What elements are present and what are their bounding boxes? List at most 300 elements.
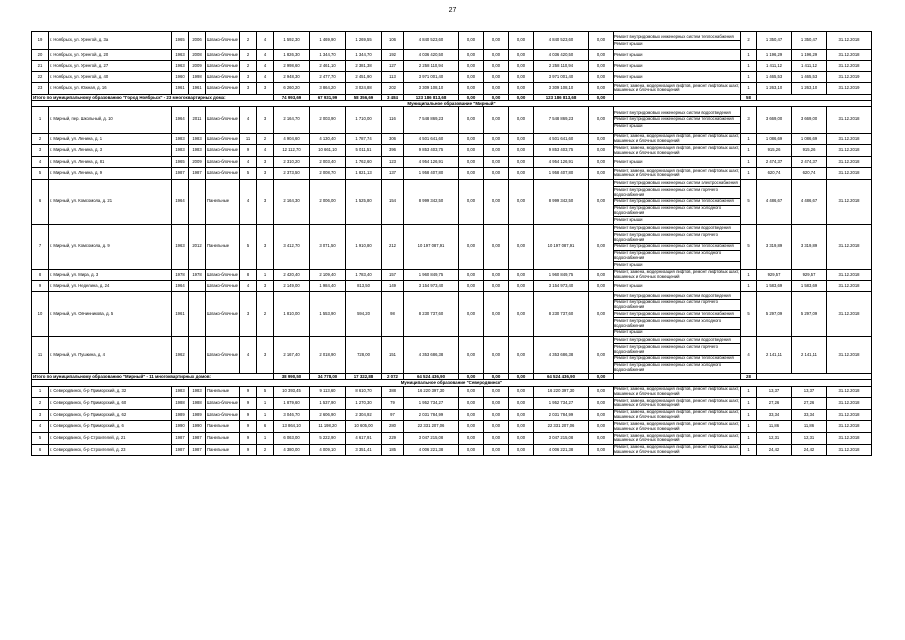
cell-y2 — [189, 281, 206, 292]
cell-y2: 1983 — [189, 386, 206, 398]
cell-z4: 0,00 — [589, 409, 614, 421]
work-item: Ремонт внутридомовых инженерных систем теплоснабжения — [614, 117, 740, 124]
cell-date: 31.12.2018 — [827, 409, 872, 421]
cell-en: 4 — [257, 72, 274, 83]
cell-mat: Шлако-блочные — [206, 337, 240, 374]
cell-a3: 1 910,80 — [346, 224, 382, 269]
cell-a1: 13 864,10 — [274, 421, 310, 433]
cell-z4: 0,00 — [589, 61, 614, 72]
total-a1: 74 993,69 — [274, 94, 310, 100]
cell-b2: 929,57 — [792, 269, 827, 281]
cell-a1: 2 948,30 — [274, 72, 310, 83]
cell-y2 — [189, 337, 206, 374]
cell-z1: 0,00 — [459, 168, 484, 180]
cell-z2: 0,00 — [484, 83, 509, 95]
works-cell — [614, 386, 741, 398]
cell-y2: 1983 — [189, 145, 206, 157]
cell-a3: 3 351,41 — [346, 444, 382, 456]
cell-res: 185 — [382, 444, 404, 456]
cell-a2: 2 006,00 — [310, 179, 346, 224]
cell-a1: 2 149,00 — [274, 281, 310, 292]
cell-addr: г. Северодвинск, б-р Приморский, д. 60 — [49, 398, 172, 410]
total-a3: 17 322,88 — [346, 374, 382, 380]
cell-a2: 2 477,70 — [310, 72, 346, 83]
cell-a3: 1 525,80 — [346, 179, 382, 224]
works-cell — [614, 32, 741, 50]
cell-addr: г. Мирный, ул. Комсомола, д. 9 — [49, 224, 172, 269]
cell-mat: Шлако-блочные — [206, 32, 240, 50]
cell-date: 31.12.2018 — [827, 133, 872, 145]
cell-b1: 915,26 — [757, 145, 792, 157]
cell-cost: 2 031 784,99 — [404, 409, 459, 421]
table-row — [32, 50, 872, 61]
cell-n: 5 — [32, 168, 49, 180]
work-item: Ремонт внутридомовых инженерных систем холодного водоснабжения — [614, 362, 722, 373]
work-item: Ремонт, замена, модернизация лифтов, ремонт лифтовых шахт, машинных и блочных помещений — [614, 386, 740, 396]
cell-a2: 2 461,10 — [310, 61, 346, 72]
cell-n: 7 — [32, 224, 49, 269]
cell-date: 31.12.2018 — [827, 444, 872, 456]
table-row — [32, 386, 872, 398]
cell-z3: 0,00 — [509, 157, 534, 168]
cell-own: 4 006 221,38 — [534, 444, 589, 456]
total-a1: 38 990,50 — [274, 374, 310, 380]
cell-z2: 0,00 — [484, 61, 509, 72]
table-row — [32, 83, 872, 95]
cell-z3: 0,00 — [509, 50, 534, 61]
cell-fl: 9 — [240, 409, 257, 421]
cell-z1: 0,00 — [459, 224, 484, 269]
cell-y1: 1960 — [172, 72, 189, 83]
works-cell — [614, 269, 741, 281]
cell-addr: г. Мирный, пер. Школьный, д. 10 — [49, 106, 172, 133]
table-row — [32, 421, 872, 433]
section-title: Муниципальное образование "Северодвинск" — [32, 380, 872, 386]
cell-addr: г. Северодвинск, б-р Приморский, д. 6 — [49, 421, 172, 433]
cell-cnt: 1 — [741, 61, 757, 72]
cell-y1: 1987 — [172, 168, 189, 180]
cell-y1: 1965 — [172, 157, 189, 168]
cell-z2: 0,00 — [484, 337, 509, 374]
cell-date: 31.12.2019 — [827, 72, 872, 83]
cell-fl: 5 — [240, 224, 257, 269]
cell-y2: 2006 — [189, 32, 206, 50]
cell-addr: г. Северодвинск, б-р Строителей, д. 21 — [49, 433, 172, 445]
works-cell — [614, 281, 741, 292]
cell-z3: 0,00 — [509, 292, 534, 337]
work-item: Ремонт внутридомовых инженерных систем горячего водоснабжения — [614, 300, 740, 312]
work-item: Ремонт крыши — [614, 73, 643, 79]
cell-date: 31.12.2018 — [827, 421, 872, 433]
cell-mat: Панельные — [206, 386, 240, 398]
cell-y1: 1983 — [172, 386, 189, 398]
work-item: Ремонт, замена, модернизация лифтов, ремонт лифтовых шахт, машинных и блочных помещений — [614, 420, 740, 431]
cell-z3: 0,00 — [509, 269, 534, 281]
cell-z1: 0,00 — [459, 269, 484, 281]
total-own: 123 186 813,68 — [534, 94, 589, 100]
cell-addr: г. Мирный, ул. Ленина, д. 9 — [49, 168, 172, 180]
table-row — [32, 157, 872, 168]
cell-z1: 0,00 — [459, 386, 484, 398]
cell-cnt: 1 — [741, 133, 757, 145]
cell-z4: 0,00 — [589, 421, 614, 433]
total-z3: 0,00 — [509, 94, 534, 100]
cell-cost: 9 853 403,75 — [404, 145, 459, 157]
cell-z1: 0,00 — [459, 50, 484, 61]
cell-res: 280 — [382, 421, 404, 433]
cell-y1: 1962 — [172, 337, 189, 374]
cell-a3: 5 011,51 — [346, 145, 382, 157]
total-cnt: 28 — [741, 374, 757, 380]
cell-date: 31.12.2018 — [827, 398, 872, 410]
cell-a3: 2 381,38 — [346, 61, 382, 72]
cell-cost: 3 154 973,40 — [404, 281, 459, 292]
cell-en: 1 — [257, 398, 274, 410]
cell-z3: 0,00 — [509, 224, 534, 269]
work-item: Ремонт крыши — [614, 261, 643, 267]
total-a2: 67 931,99 — [310, 94, 346, 100]
cell-a2: 5 222,90 — [310, 433, 346, 445]
cell-own: 3 047 215,08 — [534, 433, 589, 445]
cell-y2: 1983 — [189, 133, 206, 145]
cell-y2: 1989 — [189, 409, 206, 421]
cell-a3: 1 270,30 — [346, 398, 382, 410]
cell-cost: 4 840 523,60 — [404, 32, 459, 50]
cell-addr: г. Мирный, ул. Ленина, д. 81 — [49, 157, 172, 168]
cell-z2: 0,00 — [484, 106, 509, 133]
cell-y2: 1987 — [189, 444, 206, 456]
cell-b2: 620,74 — [792, 168, 827, 180]
cell-fl: 8 — [240, 269, 257, 281]
cell-date: 31.12.2018 — [827, 61, 872, 72]
cell-y2: 2009 — [189, 61, 206, 72]
works-cell — [614, 50, 741, 61]
cell-n: 3 — [32, 409, 49, 421]
table-row — [32, 269, 872, 281]
cell-a2: 4 130,40 — [310, 133, 346, 145]
cell-en: 3 — [257, 224, 274, 269]
cell-z3: 0,00 — [509, 337, 534, 374]
cell-cnt: 1 — [741, 386, 757, 398]
work-item: Ремонт внутридомовых инженерных систем электроснабжения — [614, 180, 740, 187]
cell-addr: г. Ноябрьск, ул. Южная, д. 16 — [49, 83, 172, 95]
cell-own: 4 036 420,50 — [534, 50, 589, 61]
cell-en: 4 — [257, 145, 274, 157]
work-item: Ремонт крыши — [614, 158, 643, 164]
cell-cost: 3 971 001,40 — [404, 72, 459, 83]
cell-z3: 0,00 — [509, 168, 534, 180]
cell-fl: 2 — [240, 50, 257, 61]
cell-en: 4 — [257, 32, 274, 50]
work-item: Ремонт внутридомовых инженерных систем горячего водоснабжения — [614, 344, 740, 356]
cell-a2: 1 553,90 — [310, 292, 346, 337]
cell-cost: 16 220 397,30 — [404, 386, 459, 398]
cell-fl: 3 — [240, 83, 257, 95]
cell-a3: 728,00 — [346, 337, 382, 374]
work-item: Ремонт крыши — [614, 51, 643, 57]
cell-addr: г. Ноябрьск, ул. Уренгой, д. 3а — [49, 32, 172, 50]
cell-cost: 4 954 126,91 — [404, 157, 459, 168]
cell-en: 2 — [257, 444, 274, 456]
work-item: Ремонт крыши — [614, 123, 643, 129]
cell-a3: 1 344,70 — [346, 50, 382, 61]
cell-y1: 1988 — [172, 398, 189, 410]
cell-y2: 1998 — [189, 72, 206, 83]
cell-z1: 0,00 — [459, 444, 484, 456]
cell-date: 31.12.2018 — [827, 179, 872, 224]
cell-cost: 1 960 849,75 — [404, 269, 459, 281]
cell-a1: 4 904,60 — [274, 133, 310, 145]
cell-addr: г. Северодвинск, б-р Строителей, д. 23 — [49, 444, 172, 456]
cell-a3: 2 304,92 — [346, 409, 382, 421]
work-item: Ремонт, замена, модернизация лифтов, ремонт лифтовых шахт, машинных и блочных помещений — [614, 144, 740, 155]
cell-own: 4 954 126,91 — [534, 157, 589, 168]
cell-mat: Шлако-блочные — [206, 133, 240, 145]
total-a2: 34 778,00 — [310, 374, 346, 380]
cell-own: 10 197 087,91 — [534, 224, 589, 269]
cell-b1: 3 669,00 — [757, 106, 792, 133]
cell-date: 31.12.2018 — [827, 281, 872, 292]
cell-z2: 0,00 — [484, 433, 509, 445]
cell-own: 3 971 001,40 — [534, 72, 589, 83]
cell-res: 396 — [382, 145, 404, 157]
cell-date: 31.12.2018 — [827, 292, 872, 337]
cell-fl: 2 — [240, 61, 257, 72]
works-cell — [614, 83, 741, 95]
cell-cnt: 1 — [741, 269, 757, 281]
cell-z1: 0,00 — [459, 106, 484, 133]
cell-a2: 2 008,70 — [310, 168, 346, 180]
cell-b1: 1 583,69 — [757, 281, 792, 292]
cell-z1: 0,00 — [459, 32, 484, 50]
cell-a1: 2 167,40 — [274, 337, 310, 374]
cell-mat: Панельные — [206, 224, 240, 269]
cell-b1: 2 474,37 — [757, 157, 792, 168]
cell-z1: 0,00 — [459, 292, 484, 337]
cell-fl: 9 — [240, 421, 257, 433]
cell-cnt: 1 — [741, 421, 757, 433]
cell-fl: 3 — [240, 72, 257, 83]
cell-z3: 0,00 — [509, 106, 534, 133]
works-cell — [614, 444, 741, 456]
cell-b1: 1 411,12 — [757, 61, 792, 72]
cell-b1: 33,34 — [757, 409, 792, 421]
cell-cnt: 1 — [741, 281, 757, 292]
cell-en: 1 — [257, 433, 274, 445]
cell-y1: 1964 — [172, 179, 189, 224]
cell-own: 7 548 869,23 — [534, 106, 589, 133]
cell-y2: 1961 — [189, 83, 206, 95]
cell-cost: 8 999 342,50 — [404, 179, 459, 224]
cell-own: 1 960 849,75 — [534, 269, 589, 281]
cell-cost: 3 047 215,08 — [404, 433, 459, 445]
cell-b1: 24,42 — [757, 444, 792, 456]
cell-res: 137 — [382, 168, 404, 180]
cell-n: 2 — [32, 133, 49, 145]
cell-n: 22 — [32, 72, 49, 83]
cell-b1: 1 465,53 — [757, 72, 792, 83]
cell-a1: 2 164,70 — [274, 106, 310, 133]
cell-z3: 0,00 — [509, 421, 534, 433]
cell-b2: 5 297,09 — [792, 292, 827, 337]
cell-fl: 4 — [240, 157, 257, 168]
cell-y2: 2011 — [189, 106, 206, 133]
cell-y2: 2012 — [189, 224, 206, 269]
cell-a2: 2 003,40 — [310, 157, 346, 168]
cell-cnt: 1 — [741, 168, 757, 180]
cell-z4: 0,00 — [589, 269, 614, 281]
cell-b2: 33,34 — [792, 409, 827, 421]
cell-mat: Шлако-блочные — [206, 409, 240, 421]
cell-y2: 1987 — [189, 168, 206, 180]
cell-a3: 1 787,74 — [346, 133, 382, 145]
cell-en: 3 — [257, 83, 274, 95]
cell-cost: 3 309 108,10 — [404, 83, 459, 95]
cell-z4: 0,00 — [589, 72, 614, 83]
cell-addr: г. Ноябрьск, ул. Уренгой, д. 20 — [49, 50, 172, 61]
cell-date: 31.12.2018 — [827, 337, 872, 374]
cell-z1: 0,00 — [459, 409, 484, 421]
table-row — [32, 224, 872, 269]
table-row — [32, 444, 872, 456]
cell-a1: 2 373,50 — [274, 168, 310, 180]
cell-cnt: 4 — [741, 337, 757, 374]
cell-mat: Панельные — [206, 179, 240, 224]
cell-z1: 0,00 — [459, 337, 484, 374]
cell-en: 3 — [257, 179, 274, 224]
cell-y2: 1988 — [189, 398, 206, 410]
work-item: Ремонт внутридомовых инженерных систем водоотведения — [614, 225, 740, 232]
cell-b1: 27,26 — [757, 398, 792, 410]
cell-cost: 4 353 686,38 — [404, 337, 459, 374]
cell-fl: 9 — [240, 386, 257, 398]
works-cell — [614, 145, 741, 157]
cell-a2: 1 344,70 — [310, 50, 346, 61]
cell-mat: Шлако-блочные — [206, 145, 240, 157]
total-res: 3 484 — [382, 94, 404, 100]
total-z2: 0,00 — [484, 374, 509, 380]
cell-b1: 3 319,89 — [757, 224, 792, 269]
works-cell — [614, 409, 741, 421]
work-item: Ремонт крыши — [614, 282, 643, 288]
cell-fl: 4 — [240, 281, 257, 292]
page-number: 27 — [448, 7, 457, 14]
cell-own: 2 031 784,99 — [534, 409, 589, 421]
total-cost: 123 186 813,68 — [404, 94, 459, 100]
cell-addr: г. Ноябрьск, ул. Уренгой, д. 27 — [49, 61, 172, 72]
work-item: Ремонт, замена, модернизация лифтов, ремонт лифтовых шахт, машинных и блочных помещений — [614, 167, 740, 178]
cell-z1: 0,00 — [459, 398, 484, 410]
work-item: Ремонт крыши — [614, 216, 643, 222]
table-row — [32, 145, 872, 157]
cell-z3: 0,00 — [509, 433, 534, 445]
cell-n: 5 — [32, 433, 49, 445]
cell-date: 31.12.2018 — [827, 168, 872, 180]
cell-a2: 3 071,50 — [310, 224, 346, 269]
cell-date: 31.12.2018 — [827, 106, 872, 133]
cell-n: 8 — [32, 269, 49, 281]
total-a3: 58 356,69 — [346, 94, 382, 100]
table-row — [32, 281, 872, 292]
cell-z1: 0,00 — [459, 83, 484, 95]
cell-en: 3 — [257, 168, 274, 180]
cell-own: 9 853 403,75 — [534, 145, 589, 157]
cell-addr: г. Ноябрьск, ул. Уренгой, д. 40 — [49, 72, 172, 83]
table-row — [32, 168, 872, 180]
table-row — [32, 32, 872, 50]
cell-a2: 2 018,90 — [310, 337, 346, 374]
cell-mat: Шлако-блочные — [206, 157, 240, 168]
section-title: Муниципальное образование "Мирный" — [32, 100, 872, 106]
cell-z2: 0,00 — [484, 50, 509, 61]
cell-cost: 22 331 207,06 — [404, 421, 459, 433]
cell-b2: 1 086,69 — [792, 133, 827, 145]
cell-mat: Шлако-блочные — [206, 168, 240, 180]
cell-z4: 0,00 — [589, 433, 614, 445]
cell-y1: 1964 — [172, 281, 189, 292]
cell-a1: 2 998,60 — [274, 61, 310, 72]
cell-fl: 9 — [240, 444, 257, 456]
cell-en: 4 — [257, 61, 274, 72]
cell-own: 3 154 973,40 — [534, 281, 589, 292]
cell-z3: 0,00 — [509, 145, 534, 157]
work-item: Ремонт внутридомовых инженерных систем водоотведения — [614, 110, 740, 117]
cell-y2: 1987 — [189, 433, 206, 445]
cell-a3: 8 610,70 — [346, 386, 382, 398]
cell-b2: 1 411,12 — [792, 61, 827, 72]
cell-b1: 1 086,69 — [757, 133, 792, 145]
cell-y1: 1990 — [172, 421, 189, 433]
cell-y1: 1963 — [172, 50, 189, 61]
cell-z4: 0,00 — [589, 32, 614, 50]
cell-a3: 1 710,00 — [346, 106, 382, 133]
cell-b2: 3 669,00 — [792, 106, 827, 133]
cell-a2: 3 864,20 — [310, 83, 346, 95]
cell-addr: г. Мирный, ул. Мира, д. 3 — [49, 269, 172, 281]
cell-en: 2 — [257, 133, 274, 145]
cell-en: 3 — [257, 157, 274, 168]
cell-z1: 0,00 — [459, 281, 484, 292]
cell-fl: 5 — [240, 168, 257, 180]
cell-addr: г. Мирный, ул. Пушкина, д. 4 — [49, 337, 172, 374]
work-item: Ремонт внутридомовых инженерных систем теплоснабжения — [614, 311, 740, 318]
cell-z3: 0,00 — [509, 72, 534, 83]
work-item: Ремонт внутридомовых инженерных систем теплоснабжения — [614, 244, 740, 251]
cell-res: 192 — [382, 50, 404, 61]
cell-addr: г. Мирный, ул. Ленина, д. 1 — [49, 133, 172, 145]
cell-fl: 9 — [240, 398, 257, 410]
cell-fl: 3 — [240, 292, 257, 337]
cell-b2: 915,26 — [792, 145, 827, 157]
table-row — [32, 433, 872, 445]
cell-res: 106 — [382, 32, 404, 50]
cell-own: 2 258 110,94 — [534, 61, 589, 72]
cell-cnt: 5 — [741, 179, 757, 224]
cell-z3: 0,00 — [509, 281, 534, 292]
cell-mat: Шлако-блочные — [206, 106, 240, 133]
works-cell — [614, 337, 741, 374]
cell-n: 1 — [32, 386, 49, 398]
works-cell — [614, 133, 741, 145]
cell-en: 3 — [257, 281, 274, 292]
cell-z2: 0,00 — [484, 386, 509, 398]
cell-own: 8 999 342,50 — [534, 179, 589, 224]
cell-a1: 6 260,20 — [274, 83, 310, 95]
table-row — [32, 409, 872, 421]
cell-res: 202 — [382, 83, 404, 95]
cell-cnt: 1 — [741, 83, 757, 95]
cell-own: 1 952 734,27 — [534, 398, 589, 410]
